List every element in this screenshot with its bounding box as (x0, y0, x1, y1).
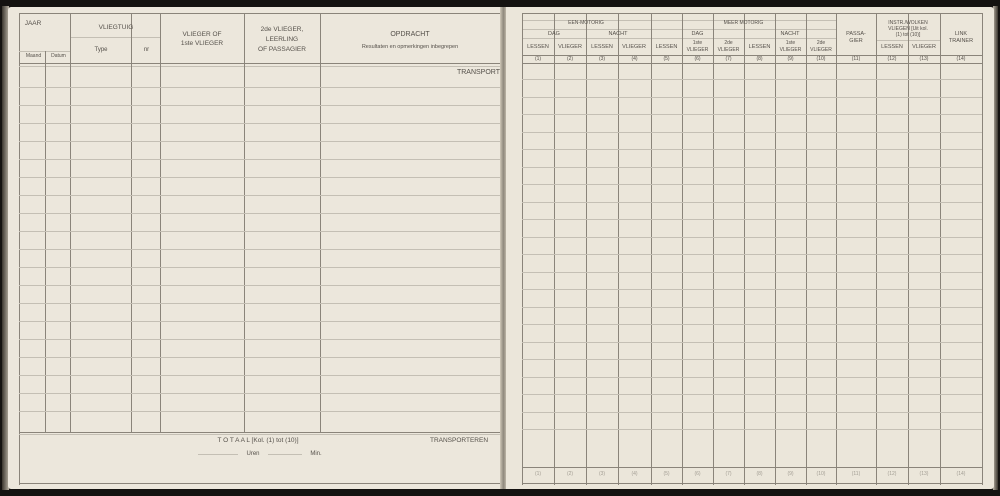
right-row-line (522, 114, 982, 115)
col14-link: LINK (954, 31, 968, 37)
right-col-line (618, 13, 619, 485)
column-number: (8) (756, 471, 763, 477)
header-vlieger-line2: 1ste VLIEGER (180, 40, 224, 47)
totaal-label: T O T A A L [Kol. (1) tot (10)] (217, 437, 299, 444)
right-frame-bottom (522, 483, 982, 484)
column-number: (10) (816, 56, 826, 62)
left-row-line (19, 267, 500, 268)
header-datum: Datum (51, 53, 66, 59)
left-col-line (244, 13, 245, 432)
right-col-line (940, 13, 941, 485)
right-totals-line (522, 467, 982, 468)
right-col-line (682, 13, 683, 485)
column-number: (14) (956, 471, 966, 477)
column-number: (11) (851, 471, 861, 477)
header-meer-dag: DAG (691, 31, 704, 37)
right-row-line (522, 184, 982, 185)
right-row-line (522, 149, 982, 150)
left-row-line (19, 105, 500, 106)
column-number: (9) (787, 56, 794, 62)
right-col-line (744, 13, 745, 485)
left-row-line (19, 141, 500, 142)
column-number: (13) (919, 471, 929, 477)
header-een-motorig: EEN-MOTORIG (568, 20, 604, 26)
col10-2de: 2de (816, 40, 826, 46)
left-frame-top (19, 13, 500, 14)
left-row-line (19, 357, 500, 358)
right-row-line (522, 359, 982, 360)
column-number: (12) (887, 56, 897, 62)
right-frame-top (522, 13, 982, 14)
col7-2de: 2de (724, 40, 733, 46)
logbook-left-page (8, 7, 501, 489)
left-header-bottom (19, 63, 500, 64)
left-row-line (19, 285, 500, 286)
header-2de-vlieger-line1: 2de VLIEGER, (260, 26, 304, 33)
right-col-line (651, 13, 652, 485)
column-number: (1) (534, 471, 542, 477)
column-number: (5) (663, 56, 670, 62)
right-col-line (522, 13, 523, 485)
column-number: (13) (919, 56, 929, 62)
col7-vlieger: VLIEGER (717, 47, 740, 53)
left-frame-bottom (19, 483, 500, 484)
dag-nacht-line (522, 29, 836, 30)
right-row-line (522, 429, 982, 430)
column-number: (7) (725, 471, 732, 477)
left-row-line (19, 195, 500, 196)
column-number: (4) (631, 56, 638, 62)
left-row-line (19, 339, 500, 340)
column-number: (11) (851, 56, 861, 62)
header-jaar: JAAR (24, 20, 42, 27)
column-number: (8) (756, 56, 763, 62)
header-opdracht-subtitle: Resultaten en opmerkingen inbegrepen (361, 44, 459, 50)
right-col-line (806, 13, 807, 485)
right-row-line (522, 272, 982, 273)
column-number: (10) (816, 471, 826, 477)
right-row-line (522, 97, 982, 98)
column-number: (2) (566, 56, 574, 62)
right-col-line (713, 13, 714, 485)
col6-1ste: 1ste (692, 40, 703, 46)
right-row-line (522, 167, 982, 168)
right-row-line (522, 307, 982, 308)
col1-lessen: LESSEN (527, 44, 549, 50)
uren-label: Uren (246, 451, 260, 457)
col8-lessen: LESSEN (748, 44, 771, 50)
right-row-line (522, 254, 982, 255)
right-col-line (836, 13, 837, 485)
col3-lessen: LESSEN (591, 44, 613, 50)
column-number: (4) (631, 471, 638, 477)
left-totals-top-2 (19, 434, 500, 435)
left-col-line (70, 13, 71, 432)
col14-trainer: TRAINER (948, 38, 974, 44)
right-row-line (522, 394, 982, 395)
right-row-line (522, 342, 982, 343)
column-number: (5) (663, 471, 670, 477)
vliegtuig-split (70, 37, 160, 38)
col11-gier: GIER (849, 38, 863, 44)
left-header-bottom-2 (19, 66, 500, 67)
col2-vlieger: VLIEGER (558, 44, 582, 50)
right-col-line (876, 13, 877, 485)
left-row-line (19, 231, 500, 232)
left-row-line (19, 123, 500, 124)
column-number: (14) (956, 56, 966, 62)
right-col-line (586, 13, 587, 485)
column-number: (1) (534, 56, 542, 62)
header-opdracht: OPDRACHT (390, 31, 430, 38)
right-row-line (522, 324, 982, 325)
header-meer-motorig: MEER MOTORIG (723, 20, 764, 26)
right-row-line (522, 79, 982, 80)
col9-1ste: 1ste (785, 40, 796, 46)
col12-lessen: LESSEN (881, 44, 903, 50)
header-instr-line3: (1) tot (10)] (895, 32, 921, 38)
left-row-line (19, 303, 500, 304)
column-number: (12) (887, 471, 897, 477)
right-row-line (522, 412, 982, 413)
left-row-line (19, 87, 500, 88)
right-row-line (522, 377, 982, 378)
column-number: (7) (725, 56, 732, 62)
header-maand: Maand (25, 53, 42, 59)
header-2de-vlieger-line2: LEERLING (265, 36, 299, 43)
transporteren-label: TRANSPORTEREN (429, 437, 489, 444)
colnum-row-bottom (522, 63, 982, 64)
column-number: (3) (598, 56, 606, 62)
header-instr-line2: VLIEGEN [Uit kol. (888, 26, 928, 32)
left-row-line (19, 177, 500, 178)
min-blank (268, 454, 302, 455)
column-number: (3) (598, 471, 606, 477)
lessen-line (522, 38, 836, 39)
left-row-line (19, 213, 500, 214)
right-col-line (775, 13, 776, 485)
column-number: (9) (787, 471, 794, 477)
left-row-line (19, 393, 500, 394)
col6-vlieger: VLIEGER (686, 47, 709, 53)
left-row-line (19, 321, 500, 322)
left-row-line (19, 375, 500, 376)
col13-vlieger: VLIEGER (912, 44, 936, 50)
uren-blank (198, 454, 238, 455)
left-col-line (131, 13, 132, 432)
right-col-line (554, 13, 555, 485)
transport-label: TRANSPORT (456, 69, 500, 76)
column-number: (6) (694, 471, 701, 477)
header-vliegtuig: VLIEGTUIG (98, 24, 134, 31)
left-row-line (19, 249, 500, 250)
left-row-line (19, 159, 500, 160)
header-nr: nr (143, 47, 150, 53)
column-number: (6) (694, 56, 701, 62)
logbook-right-page (506, 7, 994, 489)
left-col-line (160, 13, 161, 432)
right-row-line (522, 237, 982, 238)
header-meer-nacht: NACHT (780, 31, 800, 37)
col11-passa: PASSA- (846, 31, 866, 37)
left-col-line (320, 13, 321, 432)
right-row-line (522, 289, 982, 290)
column-number: (2) (566, 471, 574, 477)
left-totals-top (19, 432, 500, 433)
col10-vlieger: VLIEGER (810, 47, 832, 53)
header-vlieger-line1: VLIEGER OF (182, 31, 222, 38)
right-row-line (522, 219, 982, 220)
right-col-line (982, 13, 983, 485)
header-instr-line1: INSTR./WOLKEN (888, 20, 928, 26)
left-row-line (19, 411, 500, 412)
right-row-line (522, 202, 982, 203)
col5-lessen: LESSEN (655, 44, 678, 50)
header-type: Type (94, 47, 108, 53)
right-header-bottom (522, 55, 982, 56)
header-een-dag: DAG (548, 31, 560, 37)
header-een-nacht: NACHT (608, 31, 628, 37)
right-row-line (522, 132, 982, 133)
header-2de-vlieger-line3: OF PASSAGIER (258, 46, 306, 53)
col4-vlieger: VLIEGER (622, 44, 646, 50)
right-col-line (908, 13, 909, 485)
min-label: Min. (310, 451, 322, 457)
col9-vlieger: VLIEGER (779, 47, 802, 53)
